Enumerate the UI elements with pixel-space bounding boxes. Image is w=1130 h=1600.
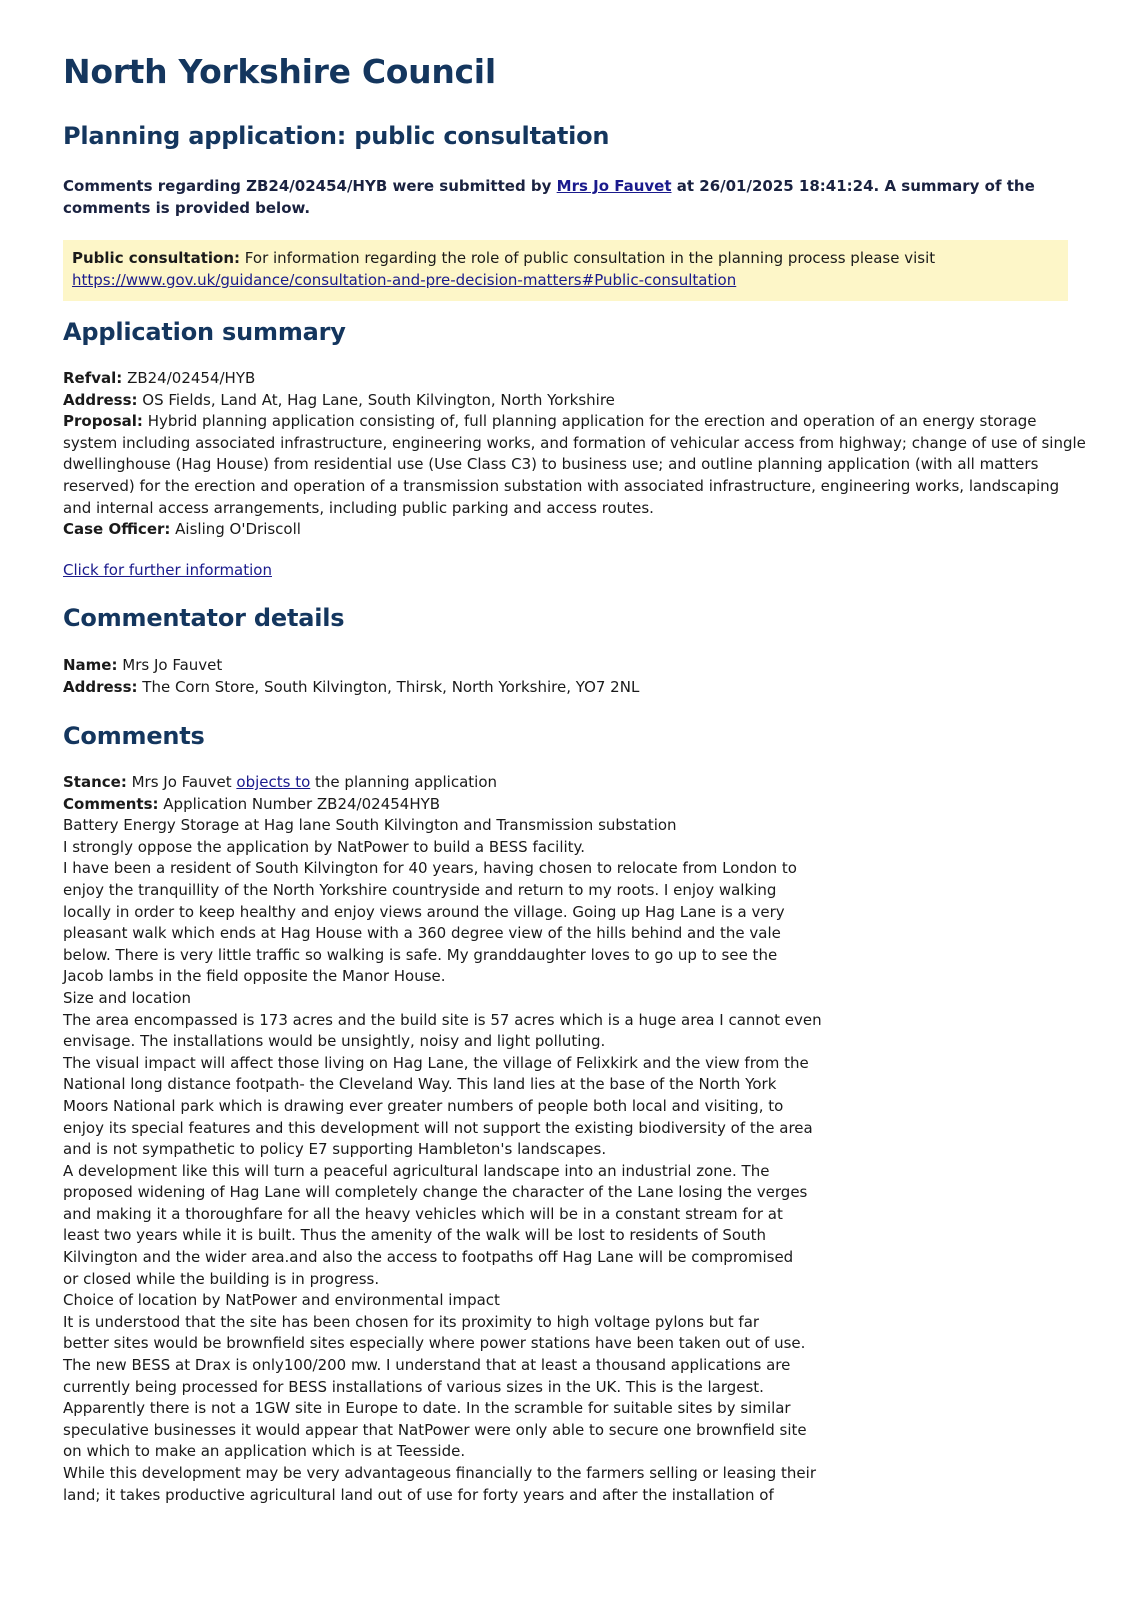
further-information-link[interactable]: Click for further information bbox=[63, 561, 272, 579]
commentator-address: The Corn Store, South Kilvington, Thirsk, North Yorkshire, YO7 2NL bbox=[137, 677, 640, 696]
comment-line: speculative businesses it would appear that NatPower were only able to secure one brownfield site bbox=[63, 1420, 807, 1439]
page-subtitle: Planning application: public consultation bbox=[63, 122, 610, 150]
comment-line: locally in order to keep healthy and enjoy views around the village. Going up Hag Lane is a very bbox=[63, 902, 785, 921]
comment-line: I have been a resident of South Kilvington for 40 years, having chosen to relocate from London to bbox=[63, 859, 797, 878]
author-link[interactable]: Mrs Jo Fauvet bbox=[556, 177, 672, 195]
comment-line: better sites would be brownfield sites especially where power stations have been taken out of use. bbox=[63, 1334, 806, 1353]
council-title: North Yorkshire Council bbox=[63, 52, 496, 91]
comment-line: It is understood that the site has been chosen for its proximity to high voltage pylons but far bbox=[63, 1312, 760, 1331]
comment-line: and making it a thoroughfare for all the heavy vehicles which will be in a constant stream for at bbox=[63, 1204, 783, 1223]
comment-line: enjoy the tranquillity of the North Yorkshire countryside and return to my roots. I enjoy walking bbox=[63, 880, 777, 899]
comment-line: and is not sympathetic to policy E7 supporting Hambleton's landscapes. bbox=[63, 1140, 607, 1159]
application-summary-heading: Application summary bbox=[63, 318, 346, 346]
refval-value: ZB24/02454/HYB bbox=[122, 369, 256, 387]
stance-link[interactable]: objects to bbox=[236, 773, 311, 791]
application-summary: Refval: ZB24/02454/HYB Address: OS Fields, Land At, Hag Lane, South Kilvington, North Yorkshire Proposal: Hybrid planning application consisting of, full planning application for the erection and operation of an energy storage system including associated infrastructure, engineering works, and formation of vehicular access from highway; change of use of single dwellinghouse (Hag House) from residential use (Use Class C3) to business use; and outline planning application (with all matters reserved) for the erection and operation of a transmission substation with associated infrastructure, engineering works, landscaping and internal access arrangements, including public parking and access routes. Case Officer: Aisling O'Driscoll bbox=[63, 369, 1086, 539]
case-officer: Aisling O'Driscoll bbox=[170, 520, 301, 539]
consultation-notice bbox=[63, 240, 1068, 301]
comment-line: Apparently there is not a 1GW site in Europe to date. In the scramble for suitable sites by similar bbox=[63, 1399, 791, 1418]
comment-line: The area encompassed is 173 acres and the build site is 57 acres which is a huge area I cannot even bbox=[63, 1010, 822, 1029]
commentator-details: Name: Mrs Jo Fauvet Address: The Corn Store, South Kilvington, Thirsk, North Yorkshire, YO7 2NL bbox=[63, 656, 640, 696]
comment-line: proposed widening of Hag Lane will completely change the character of the Lane losing the verges bbox=[63, 1183, 808, 1202]
comment-line: envisage. The installations would be unsightly, noisy and light polluting. bbox=[63, 1032, 606, 1051]
comment-line: below. There is very little traffic so walking is safe. My granddaughter loves to go up to see the bbox=[63, 945, 778, 964]
comment-line: While this development may be very advantageous financially to the farmers selling or leasing their bbox=[63, 1464, 816, 1482]
comment-line: on which to make an application which is at Teesside. bbox=[63, 1442, 466, 1461]
comment-line: land; it takes productive agricultural land out of use for forty years and after the installation of bbox=[63, 1485, 774, 1504]
notice-text: For information regarding the role of public consultation in the planning process please visit bbox=[240, 249, 936, 267]
proposal-text: Hybrid planning application consisting of, full planning application for the erection and operation of an energy storage bbox=[142, 412, 1037, 431]
site-address: OS Fields, Land At, Hag Lane, South Kilvington, North Yorkshire bbox=[137, 390, 615, 409]
comment-line: enjoy its special features and this development will not support the existing biodiversity of the area bbox=[63, 1118, 813, 1137]
comment-line: A development like this will turn a peaceful agricultural landscape into an industrial zone. The bbox=[63, 1161, 770, 1180]
comment-line: The visual impact will affect those living on Hag Lane, the village of Felixkirk and the view from the bbox=[63, 1053, 809, 1072]
commentator-name: Mrs Jo Fauvet bbox=[117, 656, 223, 674]
notice-label: Public consultation: bbox=[72, 249, 241, 267]
comment-line: Jacob lambs in the field opposite the Manor House. bbox=[63, 967, 446, 986]
comment-line: Size and location bbox=[63, 988, 192, 1007]
comment-line: The new BESS at Drax is only100/200 mw. I understand that at least a thousand applications are bbox=[63, 1356, 791, 1375]
comment-line: National long distance footpath- the Cleveland Way. This land lies at the base of the North York bbox=[63, 1075, 777, 1094]
comment-line: least two years while it is built. Thus the amenity of the walk will be lost to residents of South bbox=[63, 1226, 767, 1245]
intro-statement: Comments regarding ZB24/02454/HYB were submitted by Mrs Jo Fauvet at 26/01/2025 18:41:24. A summary of the comments is provided below. bbox=[63, 177, 1035, 217]
comments-heading: Comments bbox=[63, 722, 205, 750]
commentator-heading: Commentator details bbox=[63, 604, 345, 632]
comment-line: Kilvington and the wider area.and also the access to footpaths off Hag Lane will be compromised bbox=[63, 1248, 794, 1267]
comment-line: I strongly oppose the application by NatPower to build a BESS facility. bbox=[63, 837, 586, 856]
comment-line: Choice of location by NatPower and environmental impact bbox=[63, 1291, 500, 1310]
comment-line: currently being processed for BESS installations of various sizes in the UK. This is the largest. bbox=[63, 1377, 764, 1396]
comment-line: pleasant walk which ends at Hag House with a 360 degree view of the hills behind and the vale bbox=[63, 924, 781, 943]
guidance-link[interactable]: https://www.gov.uk/guidance/consultation-and-pre-decision-matters#Public-consultation bbox=[72, 270, 737, 289]
comment-line: Moors National park which is drawing ever greater numbers of people both local and visiting, to bbox=[63, 1096, 784, 1115]
comments-body: Stance: Mrs Jo Fauvet objects to the planning application Comments: Application Number ZB24/02454HYB Battery Energy Storage at Hag lane South Kilvington and Transmission substation I strongly oppose the application by NatPower to build a BESS facility. I have been a resident of South Kilvington for 40 years, having chosen to relocate from London to enjoy the tranquillity of the North Yorkshire countryside and return to my roots. I enjoy walking locally in order to keep healthy and enjoy views around the village. Going up Hag Lane is a very pleasant walk which ends at Hag House with a 360 degree view of the hills behind and the vale below. There is very little traffic so walking is safe. My granddaughter loves to go up to see the Jacob lambs in the field opposite the Manor House. Size and location The area encompassed is 173 acres and the build site is 57 acres which is a huge area I cannot even envisage. The installations would be unsightly, noisy and light polluting. The visual impact will affect those living on Hag Lane, the village of Felixkirk and the view from the National long distance footpath- the Cleveland Way. This land lies at the base of the North York Moors National park which is drawing ever greater numbers of people both local and visiting, to enjoy its special features and this development will not support the existing biodiversity of the area and is not sympathetic to policy E7 supporting Hambleton's landscapes. A development like this will turn a peaceful agricultural landscape into an industrial zone. The proposed widening of Hag Lane will completely change the character of the Lane losing the verges and making it a thoroughfare for all the heavy vehicles which will be in a constant stream for at least two years while it is built. Thus the amenity of the walk will be lost to residents of South Kilvington and the wider area.and also the access to footpaths off Hag Lane will be compromised or closed while the building is in progress. Choice of location by NatPower and environmental impact It is understood that the site has been chosen for its proximity to high voltage pylons but far better sites would be brownfield sites especially where power stations have been taken out of use. The new BESS at Drax is only100/200 mw. I understand that at least a thousand applications are currently being processed for BESS installations of various sizes in the UK. This is the largest. Apparently there is not a 1GW site in Europe to date. In the scramble for suitable sites by similar speculative businesses it would appear that NatPower were only able to secure one brownfield site on which to make an application which is at Teesside. While this development may be very advantageous financially to the farmers selling or leasing their land; it takes productive agricultural land out of use for forty years and after the installation of bbox=[63, 772, 822, 1506]
comment-line: or closed while the building is in progress. bbox=[63, 1269, 380, 1288]
comment-line: Battery Energy Storage at Hag lane South Kilvington and Transmission substation bbox=[63, 816, 677, 835]
